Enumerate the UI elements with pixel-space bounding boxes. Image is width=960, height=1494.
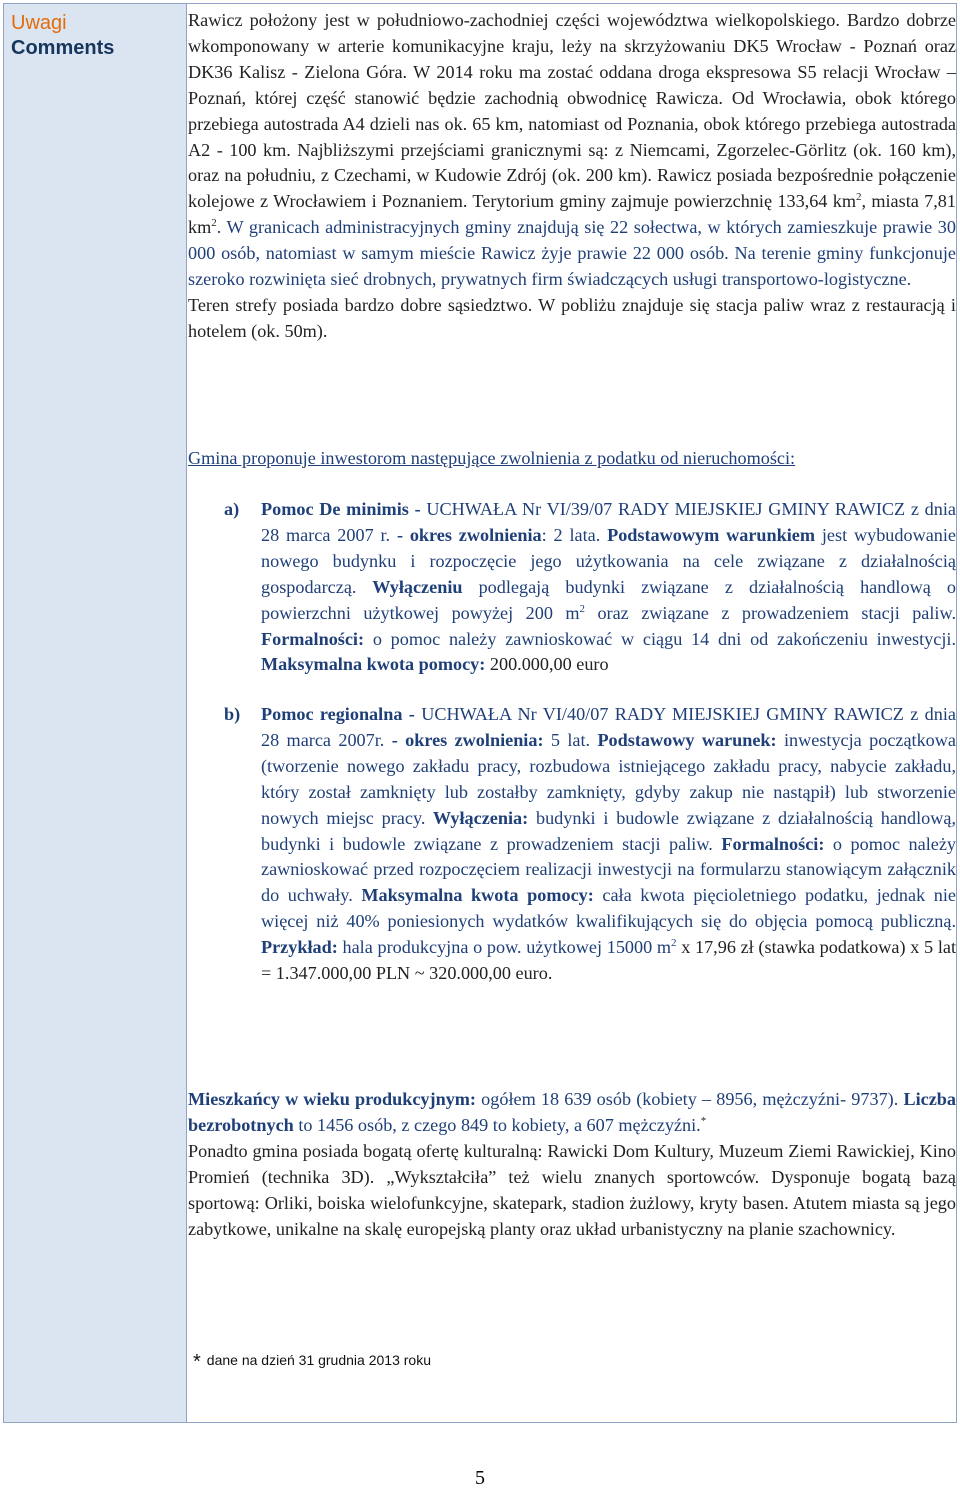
- sidebar-title-uwagi: Uwagi: [11, 12, 67, 34]
- item-a-resolution: UCHWAŁA Nr VI/39/07 RADY MIEJSKIEJ GMINY RAWICZ z dnia 28 marca 2007 r.: [261, 499, 956, 545]
- item-a-max-label: Maksymalna kwota pomocy:: [261, 654, 486, 675]
- intro-text-3: . W granicach administracyjnych gminy znajdują się 22 sołectwa, w których zamieszkuje prawie 30 000 osób, natomiast w samym mieście Rawicz żyje prawie 22 000 osób. Na terenie gminy funkcjonuje szeroko rozwinięta sieć drobnych, prywatnych firm świadczących usługi transportowo-logistyczne.: [188, 217, 956, 290]
- intro-section: [188, 8, 956, 345]
- footnote-star: *: [193, 1351, 201, 1373]
- item-a-period-label: - okres zwolnienia: [390, 524, 542, 545]
- item-b-period-label: - okres zwolnienia:: [384, 729, 544, 750]
- superscript-2: 2: [856, 191, 862, 204]
- intro-text-1: Rawicz położony jest w południowo-zachodniej części województwa wielkopolskiego. Bardzo dobrze wkomponowany w arterie komunikacyjne kraju, leży na skrzyżowaniu DK5 Wrocław - Poznań oraz DK36 Kalisz - Zielona Góra. W 2014 roku ma zostać oddana droga ekspresowa S5 relacji Wrocław – Poznań, której część stanowić będzie zachodnią obwodnicę Rawicza. Od Wrocławia, obok którego przebiega autostrada A4 dzieli nas ok. 65 km, natomiast od Poznania, obok którego przebiega autostrada A2 - 100 km. Najbliższymi przejściami granicznymi są: z Niemcami, Zgorzelec-Görlitz (ok. 160 km), oraz na południu, z Czechami, w Kudowie Zdrój (ok. 200 km). Rawicz posiada bezpośrednie połączenie kolejowe z Wrocławiem i Poznaniem. Terytorium gminy zajmuje powierzchnię 133,64 km: [188, 10, 956, 212]
- item-b-example-label: Przykład:: [261, 937, 338, 958]
- item-a-form-label: Formalności:: [261, 628, 365, 649]
- intro-paragraph: [188, 8, 956, 293]
- footnote-text: dane na dzień 31 grudnia 2013 roku: [206, 1352, 431, 1368]
- item-a-max-text: 200.000,00 euro: [485, 654, 609, 675]
- item-a-basic-text: jest wybudowanie nowego budynku i rozpoczęcie jego użytkowania na cele związane z działalnością gospodarczą.: [261, 524, 956, 597]
- item-a-excl-label: Wyłączeniu: [356, 576, 463, 597]
- superscript-2: 2: [211, 217, 217, 230]
- superscript-2: 2: [671, 937, 677, 950]
- item-b-basic-text: inwestycja początkowa (tworzenie nowego zakładu pracy, rozbudowa istniejącego zakładu pracy, nabycie zakładu, który został zamknięty lub zostałby zamknięty, gdyby zakup nie nastąpił) lub stworzenie nowych miejsc pracy.: [261, 729, 956, 828]
- item-b-excl-label: Wyłączenia:: [425, 807, 529, 828]
- item-b-period-value: 5 lat.: [543, 729, 591, 750]
- item-b-body: [261, 702, 956, 987]
- residents-section: [188, 1087, 956, 1242]
- footnote-marker: *: [700, 1114, 707, 1127]
- intro-text-2: , miasta 7,81 km: [188, 191, 956, 238]
- item-b-form-label: Formalności:: [712, 833, 825, 854]
- item-b-basic-label: Podstawowy warunek:: [590, 729, 777, 750]
- unemployed-label: Liczba bezrobotnych: [188, 1089, 957, 1135]
- item-b-resolution: UCHWAŁA Nr VI/40/07 RADY MIEJSKIEJ GMINY RAWICZ z dnia 28 marca 2007r.: [261, 704, 956, 750]
- item-b-title: Pomoc regionalna: [261, 704, 403, 724]
- item-a-basic-label: Podstawowym warunkiem: [600, 524, 816, 545]
- neighborhood-paragraph: Teren strefy posiada bardzo dobre sąsiedztwo. W pobliżu znajduje się stacja paliw wraz z restauracją i hotelem (ok. 50m).: [188, 294, 956, 341]
- footnote: [193, 1351, 431, 1374]
- residents-text: ogółem 18 639 osób (kobiety – 8956, mężczyźni- 9737).: [476, 1089, 899, 1109]
- item-a-period-value: : 2 lata.: [541, 524, 601, 545]
- dash: -: [408, 499, 427, 519]
- item-a-body: [261, 497, 956, 678]
- item-b-example-text-2: x 17,96 zł (stawka podatkowa) x 5 lat = 1.347.000,00 PLN ~ 320.000,00 euro.: [261, 937, 957, 984]
- item-b-excl-text: budynki i budowle związane z działalnością handlową, budynki i budowle związane z prowadzeniem stacji paliw.: [261, 807, 956, 854]
- culture-paragraph: Ponadto gmina posiada bogatą ofertę kulturalną: Rawicki Dom Kultury, Muzeum Ziemi Rawickiej, Kino Promień (technika 3D). „Wykształciła” też wielu znanych sportowców. Dysponuje bogatą bazą sportową: Orliki, boiska wielofunkcyjne, skatepark, stadion żużlowy, kryty basen. Atutem miasta są jego zabytkowe, unikalne na skalę europejską planty oraz układ urbanistyczny na planie szachownicy.: [188, 1140, 956, 1239]
- item-b-max-text: cała kwota pięcioletniego podatku, jednak nie więcej niż 40% poniesionych wydatków kwalifikujących się do objęcia pomocą publiczną.: [261, 885, 956, 932]
- sidebar: [4, 4, 187, 1422]
- item-a-label: a): [224, 499, 240, 519]
- residents-paragraph: [188, 1087, 956, 1139]
- item-a-title: Pomoc De minimis: [261, 499, 409, 519]
- item-a-form-text: o pomoc należy zawnioskować w ciągu 14 dni od zakończeniu inwestycji.: [364, 628, 956, 649]
- dash: -: [402, 704, 422, 724]
- item-b-max-label: Maksymalna kwota pomocy:: [352, 885, 594, 906]
- residents-label: Mieszkańcy w wieku produkcyjnym:: [188, 1089, 476, 1109]
- unemployed-text: to 1456 osób, z czego 849 to kobiety, a 607 mężczyźni.: [293, 1114, 701, 1135]
- item-a-excl-text: podlegają budynki związane z działalnością handlową o powierzchni użytkowej powyżej 200 m: [261, 576, 956, 623]
- sidebar-title-comments: Comments: [11, 37, 115, 59]
- item-b-example-text: hala produkcyjna o pow. użytkowej 15000 m: [337, 937, 672, 958]
- item-b-label: b): [224, 704, 241, 724]
- superscript-2: 2: [579, 602, 585, 615]
- item-b-form-text: o pomoc należy zawnioskować przed rozpoczęciem realizacji inwestycji na formularzu stanowiącym załącznik do uchwały.: [261, 833, 957, 906]
- page-number: 5: [475, 1467, 485, 1489]
- exemptions-heading: Gmina proponuje inwestorom następujące zwolnienia z podatku od nieruchomości:: [188, 448, 796, 468]
- item-a-excl-text-2: oraz związane z prowadzeniem stacji paliw.: [585, 602, 956, 623]
